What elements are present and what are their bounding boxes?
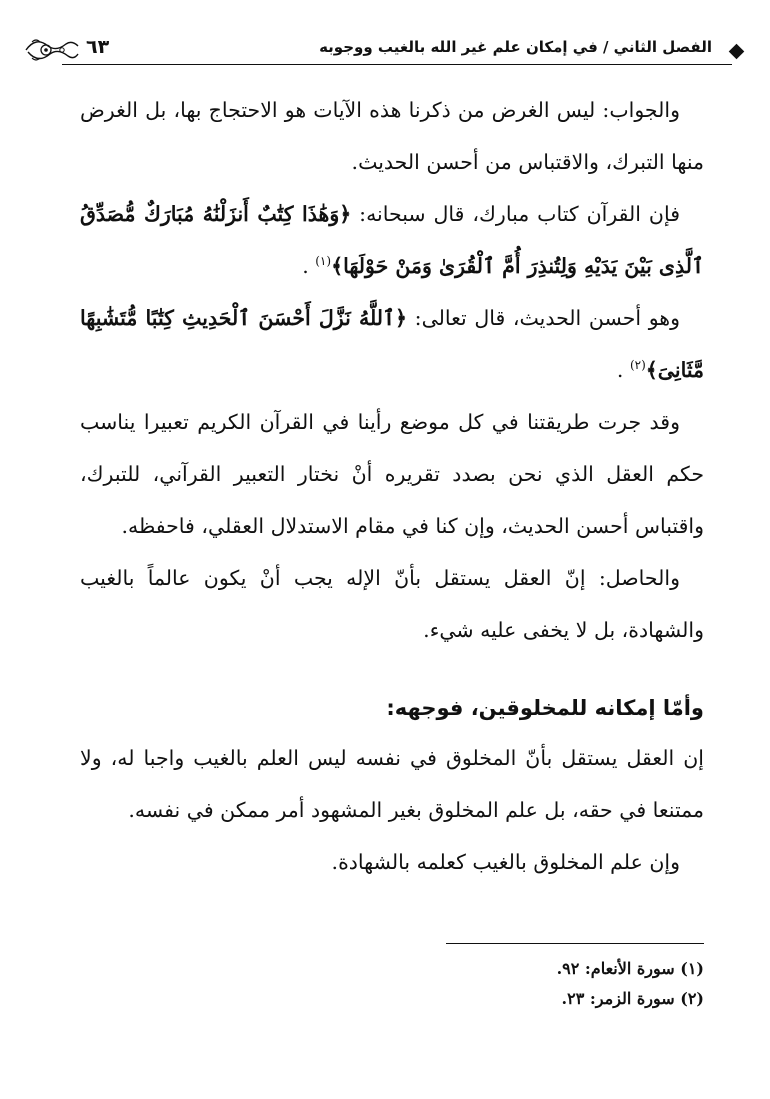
quran-verse: ﴿ٱللَّهُ نَزَّلَ أَحْسَنَ ٱلْحَدِيثِ كِتَٰبًا مُّتَشَٰبِهًا مَّثَانِىَ﴾: [80, 306, 704, 382]
paragraph-answer: والجواب: ليس الغرض من ذكرنا هذه الآيات هو الاحتجاج بها، بل الغرض منها التبرك، والاقتباس من أحسن الحديث.: [80, 98, 704, 174]
page-header: [22, 34, 742, 76]
paragraph-final: وإن علم المخلوق بالغيب كعلمه بالشهادة.: [331, 850, 680, 874]
page-number: ٦٣: [86, 36, 110, 58]
page-body: [80, 84, 704, 888]
diamond-icon: [729, 44, 745, 60]
quran-verse: ﴿وَهَٰذَا كِتَٰبٌ أَنزَلْنَٰهُ مُبَارَكٌ مُّصَدِّقُ ٱلَّذِى بَيْنَ يَدَيْهِ وَلِتُنذِرَ أُمَّ ٱلْقُرَىٰ وَمَنْ حَوْلَهَا﴾: [80, 202, 704, 278]
section-subheading: وأمّا إمكانه للمخلوقين، فوجهه:: [386, 696, 704, 720]
paragraph-end: .: [302, 254, 316, 278]
paragraph-quran-blessed: [80, 188, 704, 292]
footnote-2: (٢) سورة الزمر: ٢٣.: [561, 989, 704, 1008]
paragraph-text: فإن القرآن كتاب مبارك، قال سبحانه:: [351, 202, 680, 226]
paragraph-conclusion: والحاصل: إنّ العقل يستقل بأنّ الإله يجب أنْ يكون عالماً بالغيب والشهادة، بل لا يخفى عليه شيء.: [80, 566, 704, 642]
paragraph-possibility: إن العقل يستقل بأنّ المخلوق في نفسه ليس العلم بالغيب واجبا له، ولا ممتنعا في حقه، بل علم المخلوق بغير المشهود أمر ممكن في نفسه.: [80, 746, 704, 822]
header-rule: [62, 64, 732, 65]
footnotes: [557, 958, 704, 1018]
paragraph-text: وهو أحسن الحديث، قال تعالى:: [407, 306, 680, 330]
footnote-1: (١) سورة الأنعام: ٩٢.: [556, 959, 704, 978]
paragraph-method: وقد جرت طريقتنا في كل موضع رأينا في القرآن الكريم تعبيرا يناسب حكم العقل الذي نحن بصدد تقريره أنْ نختار التعبير القرآني، للتبرك، واقتباس أحسن الحديث، وإن كنا في مقام الاستدلال العقلي، فاحفظه.: [80, 410, 704, 538]
footnote-ref: (١): [315, 254, 332, 269]
footnote-ref: (٢): [629, 358, 646, 373]
paragraph-best-speech: [80, 292, 704, 396]
footnote-separator: [446, 943, 704, 944]
chapter-title: الفصل الثاني / في إمكان علم غير الله بالغيب ووجوبه: [319, 38, 712, 56]
paragraph-end: .: [616, 358, 630, 382]
floral-ornament-icon: [22, 32, 82, 68]
